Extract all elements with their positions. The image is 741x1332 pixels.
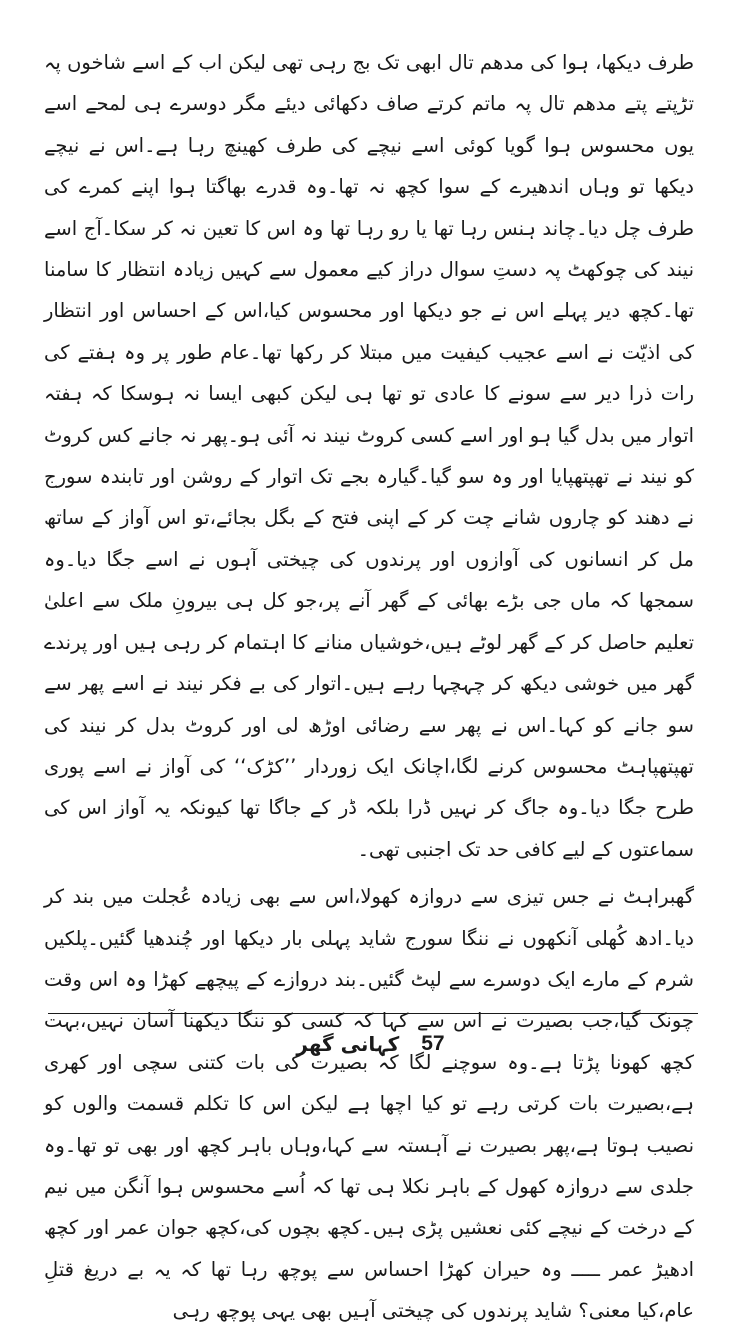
- page-footer: [0, 1024, 741, 1064]
- story-paragraph-1: طرف دیکھا، ہوا کی مدھم تال ابھی تک بج رہی تھی لیکن اب کے اسے شاخوں پہ تڑپتے پتے مدھم تال پہ ماتم کرتے صاف دکھائی دیئے مگر دوسرے ہی لمحے اسے یوں محسوس ہوا گویا کوئی اسے نیچے کی طرف کھینچ رہا ہے۔اس نے نیچے دیکھا تو وہاں اندھیرے کے سوا کچھ نہ تھا۔وہ قدرے بھاگتا ہوا اپنے کمرے کی طرف چل دیا۔چاند ہنس رہا تھا یا رو رہا تھا وہ اس کا تعین نہ کر سکا۔آج اسے نیند کی چوکھٹ پہ دستِ سوال دراز کیے معمول سے کہیں زیادہ انتظار کا سامنا تھا۔کچھ دیر پہلے اس نے جو دیکھا اور محسوس کیا،اس کے احساس اور انتظار کی اذیّت نے اسے عجیب کیفیت میں مبتلا کر رکھا تھا۔عام طور پر وہ ہفتے کی رات ذرا دیر سے سونے کا عادی تو تھا ہی لیکن کبھی ایسا نہ ہوسکا کہ ہفتہ اتوار میں بدل گیا ہو اور اسے کسی کروٹ نیند نہ آئی ہو۔پھر نہ جانے کس کروٹ کو نیند نے تھپتھپایا اور وہ سو گیا۔گیارہ بجے تک اتوار کے روشن اور تابندہ سورج نے دھند کو چاروں شانے چت کر کے اپنی فتح کے بگل بجائے،تو اس آواز کے ساتھ مل کر انسانوں کی آوازوں اور پرندوں کی چیختی آہوں نے اسے جگا دیا۔وہ سمجھا کہ ماں جی بڑے بھائی کے گھر آنے پر،جو کل ہی بیرونِ ملک سے اعلیٰ تعلیم حاصل کر کے گھر لوٹے ہیں،خوشیاں منانے کا اہتمام کر رہی ہیں اور پرندے گھر میں خوشی دیکھ کر چہچہا رہے ہیں۔اتوار کی بے فکر نیند نے اسے پھر سے سو جانے کو کہا۔اس نے پھر سے رضائی اوڑھ لی اور کروٹ بدل کر نیند کی تھپتھپاہٹ محسوس کرنے لگا،اچانک ایک زوردار ’’کڑک‘‘ کی آواز نے اسے پوری طرح جگا دیا۔وہ جاگ کر نہیں ڈرا بلکہ ڈر کے جاگا تھا کیونکہ یہ آواز اس کی سماعتوں کے لیے کافی حد تک اجنبی تھی۔: [44, 51, 694, 861]
- page-number: 57: [421, 1032, 445, 1055]
- magazine-name: کہانی گھر: [296, 1032, 400, 1056]
- footer-divider: [48, 1013, 698, 1014]
- story-body: [44, 42, 694, 1332]
- story-paragraph-2: گھبراہٹ نے جس تیزی سے دروازہ کھولا،اس سے بھی زیادہ عُجلت میں بند کر دیا۔ادھ کُھلی آنکھوں نے ننگا سورج شاید پہلی بار دیکھا اور چُندھیا گئیں۔پلکیں شرم کے مارے ایک دوسرے سے لپٹ گئیں۔بند دروازے کے پیچھے کھڑا وہ اس وقت چونک گیا،جب بصیرت نے اس سے کہا کہ کسی کو ننگا دیکھنا آسان نہیں،بہت کچھ کھونا پڑتا ہے۔وہ سوچنے لگا کہ بصیرت کی بات کتنی سچی اور کھری ہے،بصیرت بات کرتی رہے تو کیا اچھا ہے لیکن اس کا تکلم قسمت والوں کو نصیب ہوتا ہے،پھر بصیرت نے آہستہ سے کہا،وہاں باہر کچھ اور بھی تو تھا۔وہ جلدی سے دروازہ کھول کے باہر نکلا ہی تھا کہ اُسے محسوس ہوا آنگن میں نیم کے درخت کے نیچے کئی نعشیں پڑی ہیں۔کچھ بچوں کی،کچھ جوان عمر اور کچھ ادھیڑ عمر ـــــ وہ حیران کھڑا احساس سے پوچھ رہا تھا کہ یہ بے دریغ قتلِ عام،کیا معنی؟ شاید پرندوں کی چیختی آہیں بھی یہی پوچھ رہی: [44, 885, 694, 1323]
